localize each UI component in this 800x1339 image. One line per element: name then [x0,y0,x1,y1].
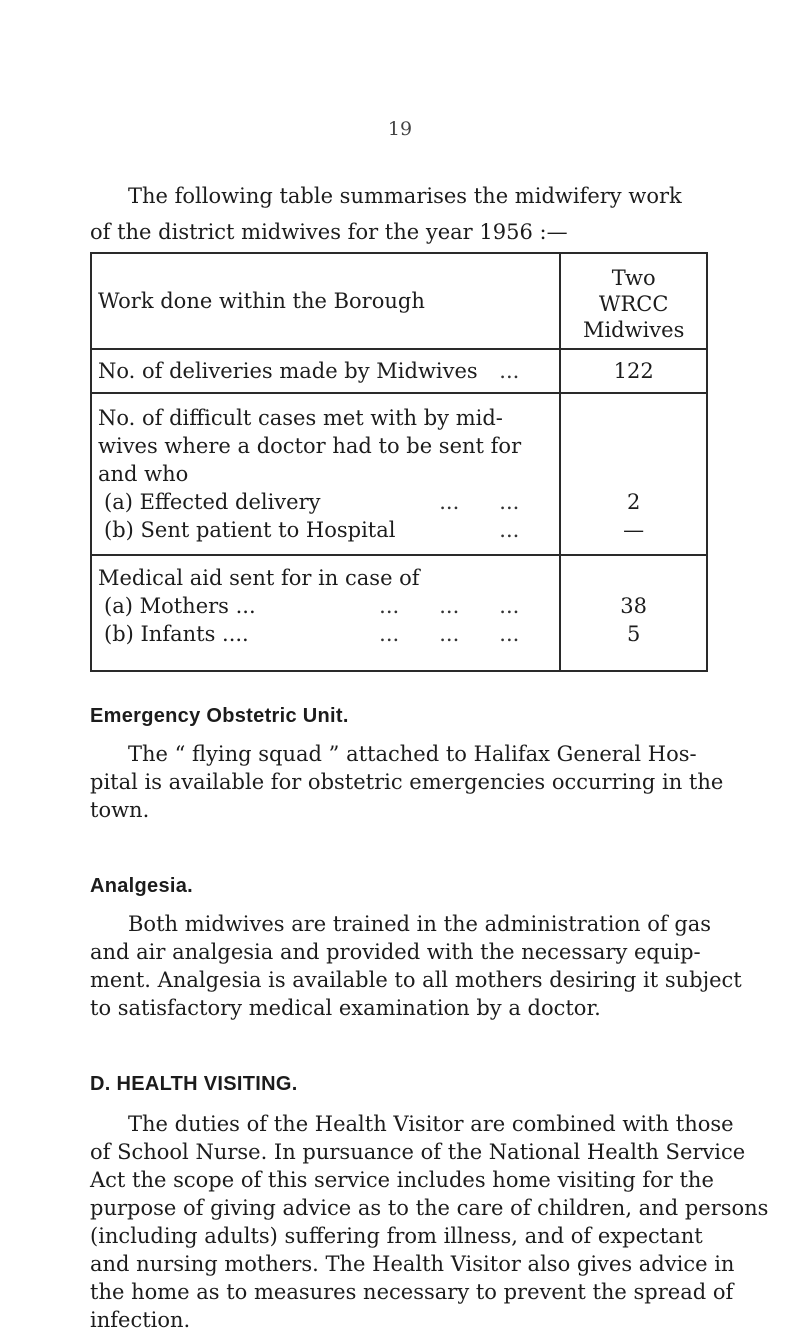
sub-item-label: (b) Infants .... [104,622,249,646]
header-midwives [560,253,707,349]
paragraph-line: town. [90,798,150,822]
medical-aid-title: Medical aid sent for in case of [98,566,420,590]
difficult-cases-cell [91,393,560,555]
intro-line: of the district midwives for the year 1956 :— [90,220,568,244]
health-visiting-paragraph [90,1110,769,1334]
analgesia-paragraph [90,910,742,1022]
leader-dots: ... ... [439,490,520,514]
analgesia-heading: Analgesia. [90,875,194,897]
paragraph-line: infection. [90,1308,191,1332]
sub-item-value: — [623,518,645,542]
paragraph-line: and nursing mothers. The Health Visitor also gives advice in [90,1252,735,1276]
difficult-line: No. of difficult cases met with by mid- [98,406,503,430]
table-row [91,393,707,555]
paragraph-line: ment. Analgesia is available to all mothers desiring it subject [90,968,742,992]
sub-item-value: 2 [626,490,641,514]
paragraph-line: (including adults) suffering from illness, and of expectant [90,1224,703,1248]
leader-dots: ... ... ... [379,594,520,618]
paragraph-line: pital is available for obstetric emergencies occurring in the [90,770,724,794]
paragraph-line: The “ flying squad ” attached to Halifax General Hos- [128,742,697,766]
header-midwives-line: Two [611,266,656,290]
table-row [91,349,707,393]
paragraph-line: The duties of the Health Visitor are combined with those [128,1112,734,1136]
emergency-paragraph [90,740,724,824]
intro-paragraph [90,178,710,250]
header-work-done: Work done within the Borough [91,253,560,349]
paragraph-line: of School Nurse. In pursuance of the National Health Service [90,1140,746,1164]
paragraph-line: the home as to measures necessary to prevent the spread of [90,1280,734,1304]
difficult-line: wives where a doctor had to be sent for [98,434,522,458]
paragraph-line: and air analgesia and provided with the necessary equip- [90,940,701,964]
paragraph-line: Both midwives are trained in the administration of gas [128,912,712,936]
paragraph-line: to satisfactory medical examination by a doctor. [90,996,601,1020]
leader-dots: ... [499,359,520,383]
sub-item-label: (b) Sent patient to Hospital [104,518,396,542]
medical-aid-cell [91,555,560,671]
paragraph-line: purpose of giving advice as to the care of children, and persons [90,1196,769,1220]
header-midwives-line: Midwives [582,318,685,342]
deliveries-label: No. of deliveries made by Midwives [98,359,478,383]
header-midwives-line: WRCC [598,292,669,316]
sub-item-label: (a) Effected delivery [104,490,321,514]
deliveries-label-cell [91,349,560,393]
midwifery-work-table [90,252,708,672]
difficult-values-cell [560,393,707,555]
emergency-heading: Emergency Obstetric Unit. [90,705,349,727]
sub-item-value: 5 [626,622,641,646]
sub-item-value: 38 [620,594,648,618]
leader-dots: ... ... ... [379,622,520,646]
paragraph-line: Act the scope of this service includes home visiting for the [90,1168,714,1192]
table-header-row [91,253,707,349]
leader-dots: ... [499,518,520,542]
sub-item-label: (a) Mothers ... [104,594,256,618]
intro-line: The following table summarises the midwifery work [128,184,682,208]
difficult-line: and who [98,462,189,486]
health-visiting-heading: D. HEALTH VISITING. [90,1073,298,1095]
deliveries-value: 122 [560,349,707,393]
page-number: 19 [387,118,413,140]
table-row [91,555,707,671]
medical-values-cell [560,555,707,671]
